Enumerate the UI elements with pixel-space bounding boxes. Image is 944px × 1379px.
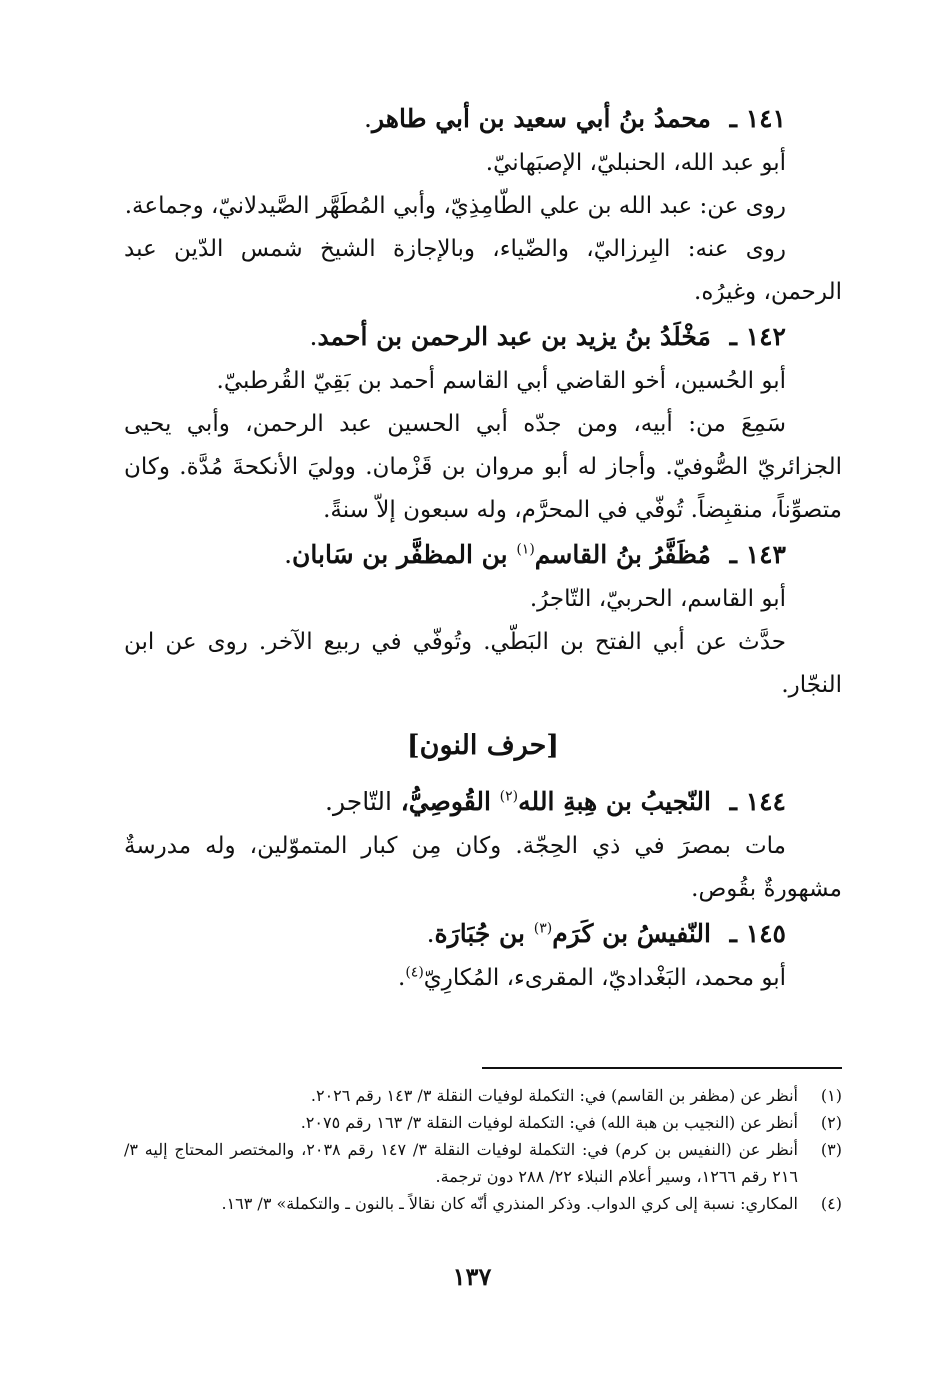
footnote xyxy=(124,1082,842,1109)
footnote-ref[interactable]: (٣) xyxy=(533,920,553,937)
entry-title xyxy=(124,314,842,360)
footnote-number: (١) xyxy=(820,1086,842,1105)
entry-number: ١٤٤ ـ xyxy=(729,787,786,816)
entry-title xyxy=(124,779,842,825)
entry-name-after: بن جُبَارَة xyxy=(434,919,526,948)
footnote xyxy=(124,1190,842,1217)
entry-paragraph: روى عنه: البِرزاليّ، والضّياء، وبالإجازة الشيخ شمس الدّين عبد الرحمن، وغيرُه. xyxy=(124,236,842,305)
entry-name: مُظَفَّرُ بنُ القاسم xyxy=(534,540,711,569)
entry-name: محمدُ بنُ أبي سعيد بن أبي طاهر xyxy=(372,104,711,133)
footnote xyxy=(124,1109,842,1136)
entry-paragraph: أبو عبد الله، الحنبليّ، الإصبَهانيّ. xyxy=(485,150,786,176)
entry-number: ١٤٣ ـ xyxy=(729,540,786,569)
entry-name: النّجيبُ بن هِبةِ الله xyxy=(518,787,711,816)
entry-name: النّفيسُ بن كَرَم xyxy=(552,919,711,948)
footnote-number: (٤) xyxy=(820,1194,842,1213)
entry-paragraph-end: . xyxy=(398,965,406,991)
entry-number: ١٤١ ـ xyxy=(729,104,786,133)
page-number: ١٣٧ xyxy=(452,1262,492,1291)
entry-number: ١٤٢ ـ xyxy=(729,322,786,351)
entry-title xyxy=(124,532,842,578)
entry-paragraph: مات بمصرَ في ذي الحِجّة. وكان مِن كبار المتموّلين، وله مدرسةٌ مشهورةٌ بقُوص. xyxy=(124,833,842,902)
footnote-ref[interactable]: (٤) xyxy=(405,964,424,981)
entry-paragraph: روى عن: عبد الله بن علي الطّامِذِيّ، وأبي المُطَهَّر الصَّيدلانيّ، وجماعة. xyxy=(124,193,786,219)
footnote-number: (٣) xyxy=(820,1140,842,1159)
footnote xyxy=(124,1136,842,1190)
footnotes xyxy=(124,1082,842,1217)
entry-name-tail: . xyxy=(309,322,318,351)
entry-number: ١٤٥ ـ xyxy=(729,919,786,948)
footnote-number: (٢) xyxy=(820,1113,842,1132)
footnote-text: أنظر عن (النفيس بن كرم) في: التكملة لوفيات النقلة ٣/ ١٤٧ رقم ٢٠٣٨، والمختصر المحتاج إليه ٣/ ٢١٦ رقم ١٢٦٦، وسير أعلام النبلاء ٢٢/ ٢٨٨ دون ترجمة. xyxy=(124,1140,798,1186)
entry-name-tail: التّاجر. xyxy=(325,787,392,816)
footnote-ref[interactable]: (٢) xyxy=(499,788,519,805)
footnote-divider xyxy=(482,1067,842,1069)
entry-name-tail: . xyxy=(426,919,435,948)
entry-paragraph: حدَّث عن أبي الفتح بن البَطّي. وتُوفّي في ربيع الآخر. روى عن ابن النجّار. xyxy=(124,629,842,698)
entry-name-tail: . xyxy=(284,540,293,569)
entry-paragraph xyxy=(124,957,842,1000)
footnote-text: أنظر عن (مظفر بن القاسم) في: التكملة لوفيات النقلة ٣/ ١٤٣ رقم ٢٠٢٦. xyxy=(310,1086,798,1105)
entry-name-after: بن المظفَّر بن سَابان xyxy=(292,540,508,569)
entry-paragraph: أبو الحُسين، أخو القاضي أبي القاسم أحمد بن بَقِيّ القُرطبيّ. xyxy=(216,368,786,394)
entry-name-after: القُوصِيُّ، xyxy=(400,787,491,816)
main-text xyxy=(124,96,842,1000)
entry-title xyxy=(124,911,842,957)
entry-name-tail: . xyxy=(364,104,372,133)
footnote-text: المكاري: نسبة إلى كري الدواب. وذكر المنذري أنّه كان نقالاً ـ بالنون ـ والتكملة» ٣/ ١٦٣. xyxy=(221,1194,798,1213)
entry-paragraph-text: أبو محمد، البَغْداديّ، المقرىء، المُكارِيّ xyxy=(423,965,786,991)
section-heading: [حرف النون] xyxy=(406,730,560,761)
entry-paragraph: سَمِعَ من: أبيه، ومن جدّه أبي الحسين عبد الرحمن، وأبي يحيى الجزائريّ الصُّوفيّ. وأجاز له أبو مروان بن قَزْمان. ووليَ الأنكحةَ مُدَّة. وكان متصوِّناً، منقبِضاً. تُوفّي في المحرَّم، وله سبعون إلاّ سنةً. xyxy=(124,411,842,523)
footnote-text: أنظر عن (النجيب بن هبة الله) في: التكملة لوفيات النقلة ٣/ ١٦٣ رقم ٢٠٧٥. xyxy=(300,1113,798,1132)
entry-name: مَخْلَدُ بنُ يزيد بن عبد الرحمن بن أحمد xyxy=(317,322,711,351)
entry-title xyxy=(124,96,842,142)
entry-paragraph: أبو القاسم، الحربيّ، التّاجرُ. xyxy=(529,586,786,612)
footnote-ref[interactable]: (١) xyxy=(516,541,535,558)
